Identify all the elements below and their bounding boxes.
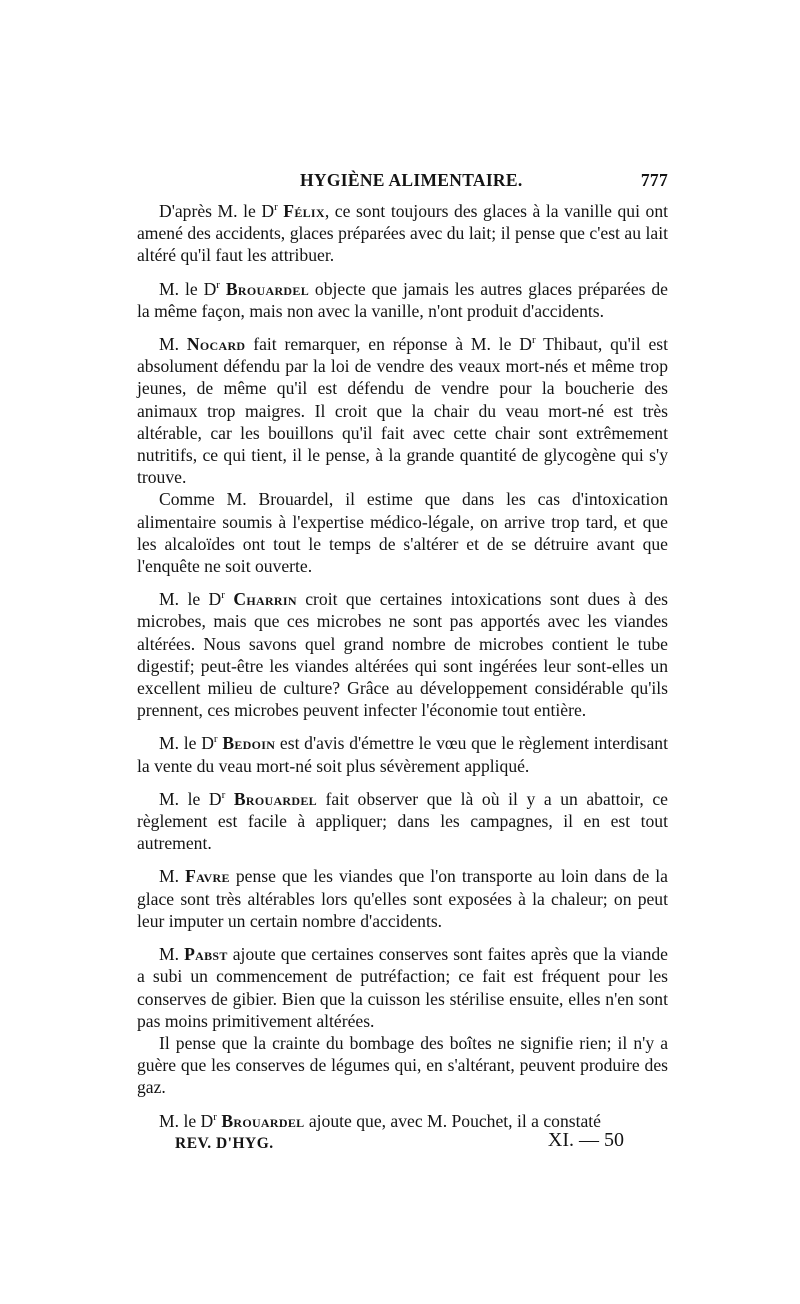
paragraph-nocard — [137, 333, 668, 488]
speaker-title: M. le D — [159, 788, 222, 809]
paragraph-favre — [137, 865, 668, 932]
paragraph-text: ajoute que certaines conserves sont faites après que la viande a subi un commencement de putréfaction; ce fait est fréquent pour les conserves de gibier. Bien que la cuisson les stérilise ensuite, elles n'en sont pas moins primitivement altérées. — [137, 944, 668, 1031]
paragraph-text: objecte que jamais les autres glaces préparées de la même façon, mais non avec la vanille, n'ont produit d'accidents. — [137, 278, 668, 321]
speaker-title: M. — [159, 944, 180, 965]
speaker-name: Favre — [185, 866, 230, 887]
paragraph-pabst — [137, 943, 668, 1032]
doctor-abbrev-sup: r — [274, 201, 278, 214]
speaker-title: M. le D — [159, 733, 214, 754]
speaker-name: Brouardel — [233, 788, 317, 809]
page-footer — [137, 1129, 668, 1155]
journal-signature: REV. D'HYG. — [175, 1134, 274, 1152]
paragraph-text: , ce sont toujours des glaces à la vanille qui ont amené des accidents, glaces préparées avec du lait; il pense que c'est au lait altéré qu'il faut les attribuer. — [137, 201, 669, 266]
speaker-title: M. le D — [159, 589, 222, 610]
speaker-title: M. le D — [159, 278, 217, 299]
speaker-name: Brouardel — [221, 1110, 305, 1131]
paragraph-brouardel-1 — [137, 278, 668, 322]
speaker-title: M. — [159, 866, 180, 887]
doctor-abbrev-sup: r — [221, 789, 226, 802]
page-number: 777 — [640, 170, 668, 190]
paragraph-text: ajoute que, avec M. Pouchet, il a constaté — [304, 1110, 601, 1131]
paragraph-charrin — [137, 588, 668, 721]
body-text — [137, 200, 668, 1132]
paragraph-nocard-continued: Comme M. Brouardel, il estime que dans les cas d'intoxication alimentaire soumis à l'expertise médico-légale, on arrive trop tard, et que les alcaloïdes ont tout le temps de s'altérer et de se détruire avant que l'enquête ne soit ouverte. — [137, 489, 668, 577]
gathering-signature: XI. — 50 — [547, 1128, 624, 1151]
speaker-title: M. le D — [159, 1110, 214, 1131]
paragraph-text: croit que certaines intoxications sont dues à des microbes, mais que ces microbes ne sont pas apportés avec les viandes altérées. Nous savons quel grand nombre de microbes contient le tube digestif; peut-être les viandes altérées qui sont ingérées leur sont-elles un excellent milieu de culture? Grâce au développement considérable qu'ils prennent, ces microbes peuvent infecter l'économie tout entière. — [137, 589, 668, 721]
speaker-title: M. — [159, 334, 180, 355]
doctor-abbrev-sup: r — [531, 334, 536, 347]
doctor-abbrev-sup: r — [213, 733, 218, 746]
speaker-name: Félix — [283, 201, 325, 221]
paragraph-text: est d'avis d'émettre le vœu que le règlement interdisant la vente du veau mort-né soit plus sévèrement appliqué. — [137, 733, 668, 776]
paragraph-felix — [137, 200, 668, 267]
paragraph-pabst-continued: Il pense que la crainte du bombage des boîtes ne signifie rien; il n'y a guère que les conserves de légumes qui, en s'altérant, peuvent produire des gaz. — [137, 1032, 668, 1098]
paragraph-text-tail: Thibaut, qu'il est absolument défendu par la loi de vendre des veaux mort-nés et même trop jeunes, de même qu'il est défendu de vendre pour la boucherie des animaux trop maigres. Il croit que la chair du veau mort-né est très altérable, car les bouillons qu'il fait avec cette chair sont extrêmement nutritifs, ce qui tient, il le pense, à la grande quantité de glycogène qui s'y trouve. — [137, 334, 668, 488]
paragraph-brouardel-2 — [137, 788, 668, 855]
paragraph-lead: D'après M. le D — [159, 201, 275, 221]
paragraph-bedoin — [137, 732, 668, 776]
running-head — [137, 168, 668, 194]
speaker-name: Pabst — [184, 944, 228, 965]
doctor-abbrev-sup: r — [213, 1110, 217, 1123]
paragraph-text: fait observer que là où il y a un abattoir, ce règlement est facile à appliquer; dans les campagnes, il en est tout autrement. — [137, 788, 668, 854]
speaker-name: Brouardel — [225, 278, 309, 299]
paragraph-text: pense que les viandes que l'on transporte au loin dans de la glace sont très altérables lors qu'elles sont exposées à la chaleur; on peut leur imputer un certain nombre d'accidents. — [137, 866, 668, 931]
speaker-name: Bedoin — [222, 733, 276, 754]
book-page — [137, 168, 668, 1155]
doctor-abbrev-sup: r — [221, 589, 225, 602]
doctor-abbrev-sup: r — [216, 278, 220, 291]
paragraph-text: fait remarquer, en réponse à M. le D — [245, 334, 532, 355]
speaker-name: Charrin — [233, 589, 297, 610]
running-title: HYGIÈNE ALIMENTAIRE. — [300, 170, 523, 190]
speaker-name: Nocard — [186, 334, 246, 355]
